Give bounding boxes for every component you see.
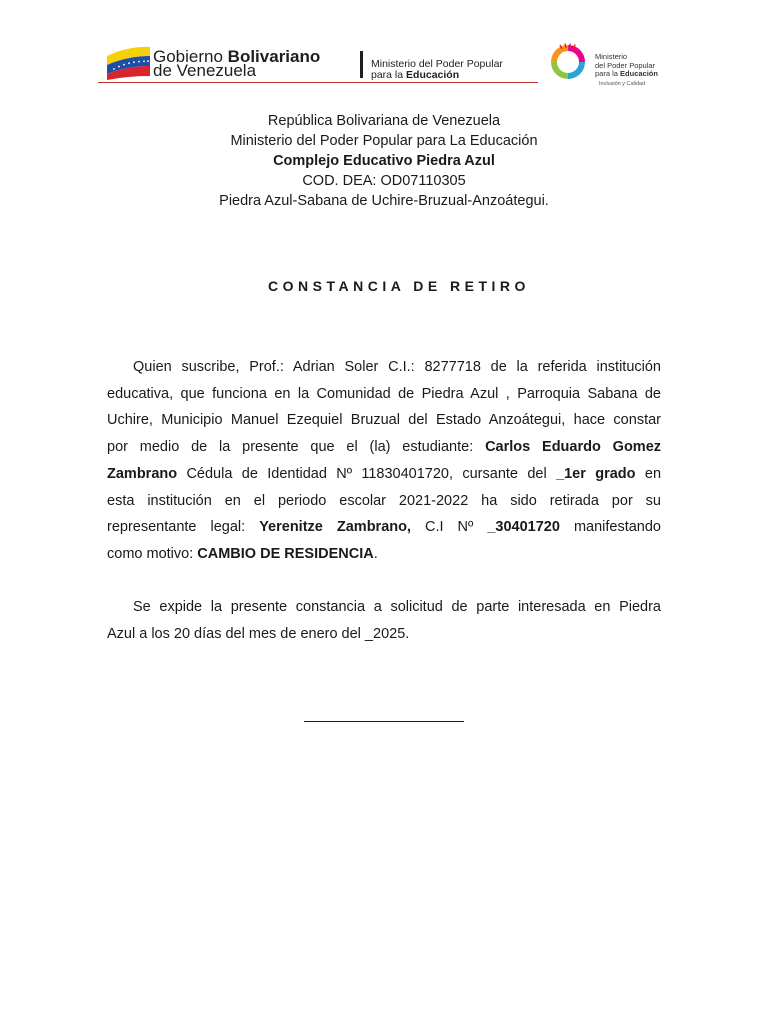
representative-name: Yerenitze Zambrano, — [259, 519, 411, 536]
p1-line1: Quien suscribe, Prof.: Adrian Soler C.I.: 8277718 de la referida institución — [133, 359, 661, 375]
header-separator — [360, 51, 363, 78]
signature-line — [304, 721, 464, 722]
p1-line8 — [107, 541, 661, 568]
p1-line6: esta institución en el periodo escolar 2021-2022 ha sido retirada por su — [107, 492, 661, 509]
p2-line1: Se expide la presente constancia a solicitud de parte interesada en Piedra — [133, 599, 661, 615]
p1-line3: Uchire, Municipio Manuel Ezequiel Bruzual del Estado Anzoátegui, hace constar — [107, 412, 661, 429]
certification-paragraph — [107, 354, 661, 568]
p1-line8-end: . — [373, 545, 378, 562]
institution-header — [0, 111, 768, 211]
p1-line2: educativa, que funciona en la Comunidad de Piedra Azul , Parroquia Sabana de — [107, 385, 661, 402]
school-name: Complejo Educativo Piedra Azul — [273, 153, 495, 169]
school-location: Piedra Azul-Sabana de Uchire-Bruzual-Anzoátegui. — [219, 193, 549, 209]
ring-logo-tagline: Inclusión y Calidad — [599, 81, 646, 87]
p1-line7-end: manifestando — [573, 519, 661, 536]
ministerio-line1: Ministerio del Poder Popular — [371, 58, 503, 70]
header-red-rule — [98, 82, 538, 83]
p1-line5 — [107, 461, 661, 488]
p1-line5-end: en — [644, 465, 662, 482]
ring-logo-line2: del Poder Popular — [595, 60, 656, 70]
ring-logo-line3-bold: Educación — [620, 69, 658, 78]
p1-line4-text: por medio de la presente que el (la) estudiante: — [107, 439, 474, 456]
dea-code: COD. DEA: OD07110305 — [302, 173, 466, 189]
ministerio-line2-bold: Educación — [406, 69, 460, 81]
p1-line8-text: como motivo: — [107, 545, 194, 562]
gobierno-bolivariano-wordmark — [153, 47, 321, 80]
p1-line7 — [107, 514, 661, 541]
ring-logo-line1: Ministerio — [595, 52, 628, 61]
gobierno-word: Gobierno — [153, 47, 223, 66]
withdrawal-reason: CAMBIO DE RESIDENCIA — [197, 545, 374, 562]
p1-line5-text: Cédula de Identidad Nº 11830401720, cursante del — [186, 465, 547, 482]
p1-line7-ci: C.I Nº — [425, 519, 474, 536]
document-title: CONSTANCIA DE RETIRO — [268, 278, 530, 294]
venezuela-flag-logo — [106, 44, 152, 80]
ministry-line: Ministerio del Poder Popular para La Educación — [230, 133, 538, 149]
republic-line: República Bolivariana de Venezuela — [267, 113, 501, 129]
ministerio-wordmark — [371, 59, 503, 81]
issuance-paragraph — [107, 594, 661, 647]
representative-id: _30401720 — [487, 519, 560, 536]
ring-logo-line3-regular: para la — [595, 69, 618, 78]
ring-logo-text — [595, 53, 658, 79]
p1-line7-text: representante legal: — [107, 519, 246, 536]
student-name-last: Zambrano — [107, 465, 178, 482]
ministerio-ring-logo — [546, 42, 592, 84]
bolivariano-word: Bolivariano — [227, 47, 321, 66]
p2-line2: Azul a los 20 días del mes de enero del _2025. — [107, 625, 410, 642]
student-grade: _1er grado — [556, 465, 636, 482]
student-name-first: Carlos Eduardo Gomez — [485, 439, 662, 456]
de-venezuela-word: de Venezuela — [153, 61, 257, 80]
p1-line4 — [107, 434, 661, 461]
ministerio-line2-regular: para la — [371, 69, 404, 81]
letterhead — [0, 0, 768, 100]
